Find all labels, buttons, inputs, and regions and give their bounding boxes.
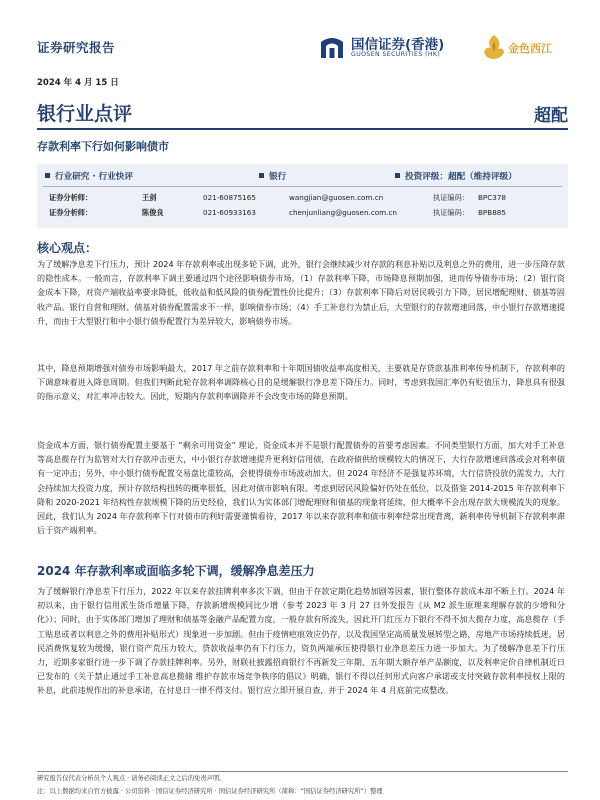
core-views-heading: 核心观点： [37, 241, 98, 255]
square-bullet-icon [45, 173, 50, 178]
analyst-label: 证券分析师： [49, 208, 93, 217]
analyst-name: 王剑 [142, 193, 157, 202]
cert-code: BPC378 [478, 193, 507, 202]
analyst-row [37, 193, 568, 207]
report-info-band [37, 164, 568, 228]
jinse-xijiang-logo-text: 金色西江 [508, 42, 552, 55]
section-heading: 2024 年存款利率或面临多轮下调，缓解净息差压力 [37, 564, 315, 578]
guosen-logo-icon [318, 32, 346, 60]
guosen-logo [318, 31, 478, 63]
industry-tag-label: 银行 [269, 172, 287, 182]
category-tag [45, 170, 133, 182]
core-views-paragraph-3: 资金成本方面，银行债券配置主要基于 “剩余可用资金” 理论，资金成本并不是银行配置债券的首要考虑因素。不同类型银行方面，加大对手工补息等高息揽存行为监管对大行存款冲击更大，中小银行存款增速提升更利好信用债，在政府债供给规模较大的情况下，大行存款增速回落或会对利率债有一定冲击；另外，中小银行债券配置交易盘比重较高，会使得债券市场波动加大。但 2024 年经济不是强复苏环境，大行信贷投放仍需发力，大行会持续加大投资力度，预计存款结构扭转的概率很低，因此对债市影响有限。考虑到居民风险偏好仍处在低位，以及借鉴 2014-2015 年存款利率下降和 2020-2021 年结构性存款规模下降的历史经验，我们认为实体部门增配理财和债基的现象将延续，但大概率不会出现存款大规模流失的现象。因此，我们认为 2024 年存款利率下行对债市的利好需要谨慎看待，2017 年以来存款利率和债市利率经常出现背离，新利率传导机制下存款利率滞后于资产端利率。 [37, 440, 565, 536]
core-views-paragraph-2: 其中，降息预期增强对债券市场影响最大，2017 年之前存款利率和十年期国债收益率高度相关，主要就是存贷款基准利率传导机制下，存款利率的下调意味着进入降息周期。但我们判断此轮存款利率调降核心目的是缓解银行净息差下降压力。同时，考虑到我国汇率仍有贬值压力，降息具有很强的指示意义，对汇率冲击较大。因此，短期内存款利率调降并不会改变市场的降息预期。 [37, 363, 565, 402]
report-subtitle: 存款利率下行如何影响债市 [37, 140, 169, 153]
guosen-logo-text: 国信证券(香港) [351, 37, 445, 53]
jinse-xijiang-logo-icon [482, 33, 506, 61]
analyst-email[interactable]: chenjunliang@guosen.com.cn [289, 208, 397, 217]
core-views-paragraph-1: 为了缓解净息差下行压力，预计 2024 年存款利率或出现多轮下调，此外，银行会继续减少对存款的利息补贴以及利息之外的费用，进一步压降存款的隐性成本。一般而言，存款利率下调主要通过四个途径影响债券市场，（1）存款利率下降，市场降息预期加强，进而传导债券市场；（2）银行资金成本下降，对资产端收益率要求降低，低收益和低风险的债券配置性价比提升；（3）存款利率下降后对居民吸引力下降，居民增配理财、债基等固收产品。银行自营和理财、债基对债券配置需求不一样，影响债券市场；（4）手工补息行为禁止后，大型银行的存款增速回落，中小银行存款增速提升，而由于大型银行和中小银行债券配置行为差异较大，影响债券市场。 [37, 259, 565, 326]
report-date: 2024 年 4 月 15 日 [37, 78, 119, 88]
footer-divider [37, 771, 568, 772]
band-divider [43, 186, 562, 187]
square-bullet-icon [259, 173, 264, 178]
industry-tag [259, 170, 286, 182]
square-bullet-icon [395, 173, 400, 178]
cert-code: BPB885 [478, 208, 506, 217]
guosen-logo-en: GUOSEN SECURITIES (HK) [351, 51, 441, 58]
investment-rating-tag [395, 170, 517, 182]
rating-badge: 超配 [534, 106, 568, 126]
analyst-name: 陈俊良 [142, 208, 164, 217]
analyst-email[interactable]: wangjian@guosen.com.cn [289, 193, 384, 202]
report-type-label: 证券研究报告 [37, 40, 116, 55]
source-note: 注：以上数据均来自官方披露 · 公司资料 · 国信证券经济研究所 · 国信证券经济研究所（简称：“国信证券经济研究所”）整理 [37, 788, 383, 795]
disclaimer-note: 研究报告仅代表分析员个人观点 · 请务必阅读正文之后的免责声明。 [37, 775, 226, 782]
analyst-phone: 021-60875165 [203, 193, 256, 202]
title-divider [37, 128, 568, 130]
cert-label: 执证编码： [433, 208, 469, 217]
report-title: 银行业点评 [37, 103, 133, 125]
analyst-row [37, 208, 568, 222]
analyst-label: 证券分析师： [49, 193, 93, 202]
analyst-phone: 021-60933163 [203, 208, 256, 217]
category-tag-label: 行业研究 · 行业快评 [55, 172, 133, 182]
cert-label: 执证编码： [433, 193, 469, 202]
section-paragraph: 为了缓解银行净息差下行压力，2022 年以来存款挂牌利率多次下调，但由于存款定期化趋势加剧等因素，银行整体存款成本却不断上行。2024 年初以来，由于银行信用派生货币增量下降，存款新增规模同比少增（参考 2023 年 3 月 27 日外发报告《从 M2 派生原理来理解存款的少增和分化》）；同时，由于实体部门增加了理财和债基等金融产品配置力度，一般存款有所流失，因此开门红压力下银行不得不加大揽存力度，高息揽存（手工贴息或者以利息之外的费用补贴形式）现象进一步加剧。但由于疫情疤痕效应仍存，以及我国坚定高质量发展转型之路，房地产市场持续低迷，居民消费恢复较为缓慢，银行资产荒压力较大，贷款收益率仍有下行压力，资负两端承压使得银行业净息差压力进一步加大。为了缓解净息差下行压力，近期多家银行进一步下调了存款挂牌利率。另外，财联社披露招商银行不再新发三年期、五年期大额存单产品额度，以及利率定价自律机制近日已发布的《关于禁止通过手工补息高息揽储 维护存款市场竞争秩序的倡议》明确，银行不得以任何形式向客户承诺或支付突破存款利率授权上限的补息，此前违规作出的补息承诺，在付息日一律不得支付。银行应立即开展自查，并于 2024 年 4 月底前完成整改。 [37, 586, 565, 696]
investment-rating-label: 投资评级：超配（维持评级） [405, 172, 517, 182]
jinse-xijiang-logo [482, 33, 562, 63]
